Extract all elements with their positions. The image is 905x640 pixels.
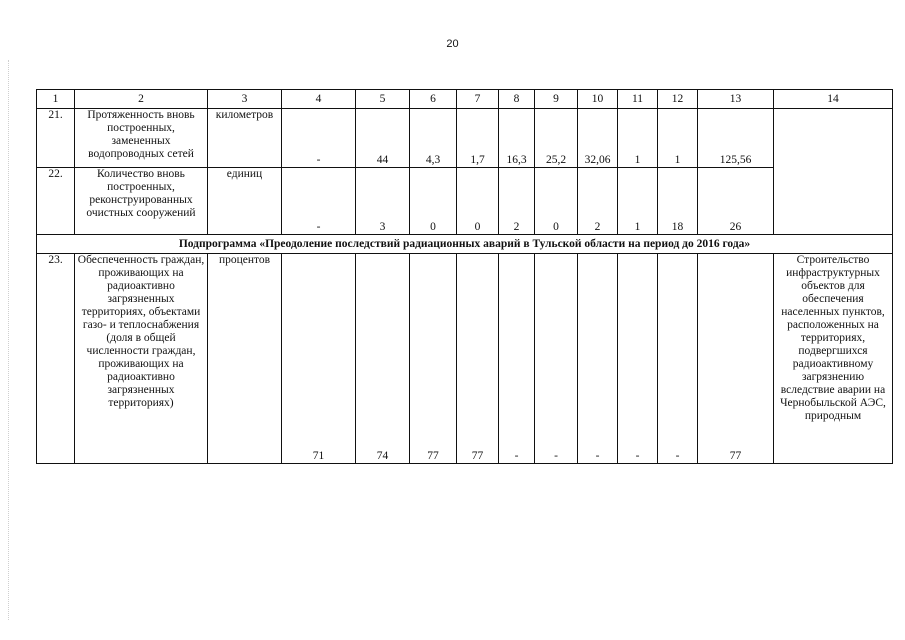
value-cell: 0 [535, 168, 578, 235]
value-cell: - [578, 254, 618, 464]
indicators-table [36, 89, 893, 464]
value-cell: 1 [658, 109, 698, 168]
indicator-name: Количество вновь построенных, реконструированных очистных сооружений [75, 168, 208, 235]
table-row [37, 254, 893, 464]
note-cell [774, 109, 893, 235]
table-row [37, 168, 893, 235]
total-cell: 26 [698, 168, 774, 235]
value-cell: 2 [578, 168, 618, 235]
total-cell: 77 [698, 254, 774, 464]
value-cell: - [499, 254, 535, 464]
column-number: 2 [75, 90, 208, 109]
value-cell: - [535, 254, 578, 464]
value-cell: 71 [282, 254, 356, 464]
value-cell: 77 [457, 254, 499, 464]
row-number: 21. [37, 109, 75, 168]
value-cell: 2 [499, 168, 535, 235]
value-cell: 1 [618, 168, 658, 235]
column-number-row [37, 90, 893, 109]
column-number: 10 [578, 90, 618, 109]
value-cell: 32,06 [578, 109, 618, 168]
row-number: 23. [37, 254, 75, 464]
table-row [37, 109, 893, 168]
column-number: 7 [457, 90, 499, 109]
value-cell: 1,7 [457, 109, 499, 168]
value-cell: - [282, 109, 356, 168]
value-cell: 44 [356, 109, 410, 168]
column-number: 5 [356, 90, 410, 109]
unit-of-measure: километров [208, 109, 282, 168]
total-cell: 125,56 [698, 109, 774, 168]
column-number: 8 [499, 90, 535, 109]
value-cell: 0 [457, 168, 499, 235]
value-cell: 74 [356, 254, 410, 464]
subprogram-title: Подпрограмма «Преодоление последствий радиационных аварий в Тульской области на период до 2016 года» [37, 235, 893, 254]
value-cell: - [658, 254, 698, 464]
row-number: 22. [37, 168, 75, 235]
indicator-name: Обеспеченность граждан, проживающих на радиоактивно загрязненных территориях, объектами газо- и теплоснабжения (доля в общей численности граждан, проживающих на радиоактивно загрязненных территориях) [75, 254, 208, 464]
indicator-name: Протяженность вновь построенных, замененных водопроводных сетей [75, 109, 208, 168]
value-cell: 4,3 [410, 109, 457, 168]
column-number: 14 [774, 90, 893, 109]
value-cell: 16,3 [499, 109, 535, 168]
value-cell: 18 [658, 168, 698, 235]
column-number: 12 [658, 90, 698, 109]
value-cell: 0 [410, 168, 457, 235]
value-cell: - [282, 168, 356, 235]
column-number: 6 [410, 90, 457, 109]
value-cell: - [618, 254, 658, 464]
column-number: 3 [208, 90, 282, 109]
column-number: 11 [618, 90, 658, 109]
subprogram-row [37, 235, 893, 254]
column-number: 9 [535, 90, 578, 109]
column-number: 4 [282, 90, 356, 109]
value-cell: 1 [618, 109, 658, 168]
unit-of-measure: процентов [208, 254, 282, 464]
value-cell: 77 [410, 254, 457, 464]
note-cell: Строительство инфраструктурных объектов для обеспечения населенных пунктов, расположенных на территориях, подвергшихся радиоактивному загрязнению вследствие аварии на Чернобыльской АЭС, природным [774, 254, 893, 464]
page-number: 20 [446, 38, 459, 50]
value-cell: 3 [356, 168, 410, 235]
column-number: 1 [37, 90, 75, 109]
column-number: 13 [698, 90, 774, 109]
scan-margin-marks [8, 60, 10, 620]
value-cell: 25,2 [535, 109, 578, 168]
unit-of-measure: единиц [208, 168, 282, 235]
